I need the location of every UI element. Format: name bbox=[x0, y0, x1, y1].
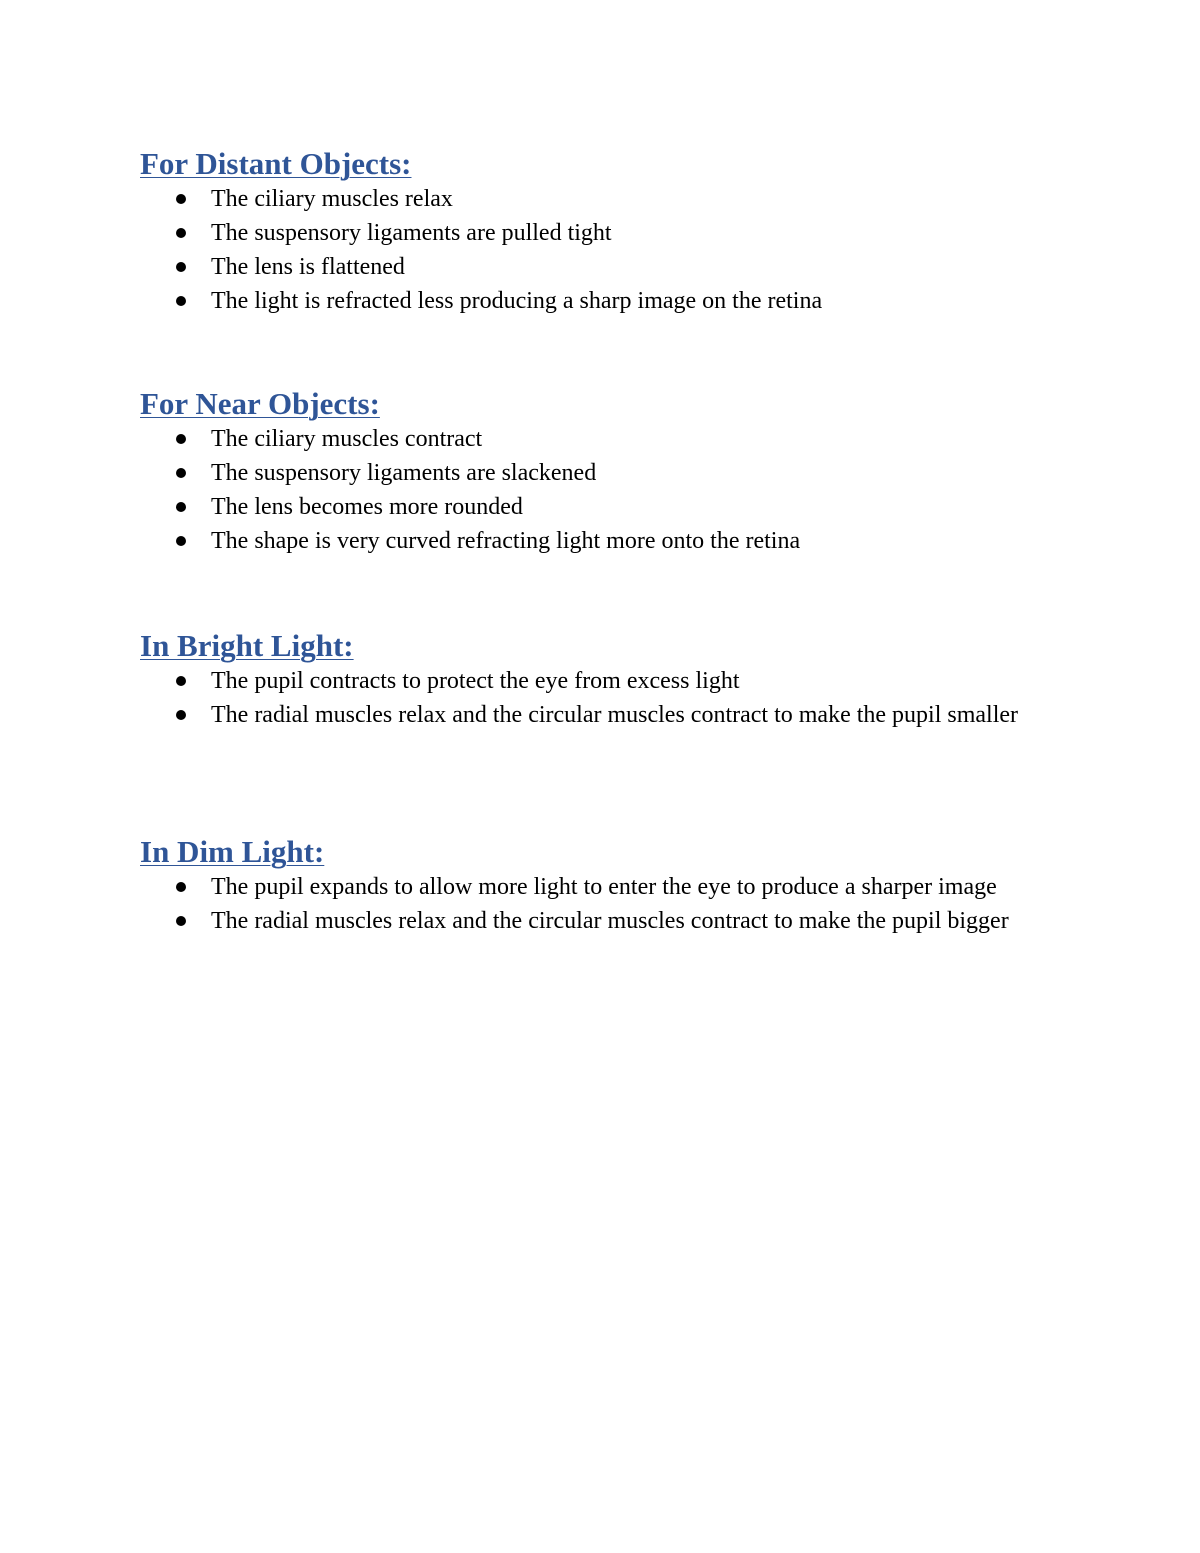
list-item-text: The ciliary muscles relax bbox=[211, 186, 453, 212]
section-heading: In Bright Light: bbox=[140, 628, 354, 663]
list-item bbox=[140, 284, 1080, 318]
bullet-icon bbox=[176, 468, 186, 478]
bullet-icon bbox=[176, 434, 186, 444]
list-item bbox=[140, 456, 1080, 490]
bullet-icon bbox=[176, 296, 186, 306]
list-item bbox=[140, 904, 1080, 938]
list-item-text: The suspensory ligaments are slackened bbox=[211, 460, 597, 486]
bullet-icon bbox=[176, 502, 186, 512]
bullet-list bbox=[140, 182, 1080, 318]
bullet-icon bbox=[176, 916, 186, 926]
bullet-icon bbox=[176, 262, 186, 272]
list-item-text: The radial muscles relax and the circular muscles contract to make the pupil smaller bbox=[211, 702, 1019, 728]
list-item-text: The pupil contracts to protect the eye from excess light bbox=[211, 668, 740, 694]
list-item-text: The ciliary muscles contract bbox=[211, 426, 483, 452]
list-item bbox=[140, 524, 1080, 558]
list-item bbox=[140, 216, 1080, 250]
section-dim-light bbox=[140, 834, 1080, 938]
list-item bbox=[140, 698, 1080, 732]
bullet-icon bbox=[176, 194, 186, 204]
list-item bbox=[140, 250, 1080, 284]
list-item-text: The lens is flattened bbox=[211, 254, 405, 280]
list-item bbox=[140, 664, 1080, 698]
section-distant-objects bbox=[140, 146, 1080, 318]
bullet-icon bbox=[176, 882, 186, 892]
list-item bbox=[140, 870, 1080, 904]
bullet-list bbox=[140, 664, 1080, 732]
list-item bbox=[140, 422, 1080, 456]
section-heading: In Dim Light: bbox=[140, 834, 325, 869]
list-item-text: The pupil expands to allow more light to enter the eye to produce a sharper image bbox=[211, 874, 997, 900]
section-bright-light bbox=[140, 628, 1080, 732]
list-item-text: The lens becomes more rounded bbox=[211, 494, 523, 520]
list-item bbox=[140, 490, 1080, 524]
list-item bbox=[140, 182, 1080, 216]
bullet-icon bbox=[176, 536, 186, 546]
section-heading: For Near Objects: bbox=[140, 386, 380, 421]
bullet-icon bbox=[176, 676, 186, 686]
list-item-text: The light is refracted less producing a sharp image on the retina bbox=[211, 288, 823, 314]
bullet-list bbox=[140, 870, 1080, 938]
section-near-objects bbox=[140, 386, 1080, 558]
bullet-icon bbox=[176, 710, 186, 720]
list-item-text: The suspensory ligaments are pulled tight bbox=[211, 220, 612, 246]
bullet-icon bbox=[176, 228, 186, 238]
list-item-text: The shape is very curved refracting light more onto the retina bbox=[211, 528, 801, 554]
bullet-list bbox=[140, 422, 1080, 558]
section-heading: For Distant Objects: bbox=[140, 146, 412, 181]
list-item-text: The radial muscles relax and the circular muscles contract to make the pupil bigger bbox=[211, 908, 1009, 934]
